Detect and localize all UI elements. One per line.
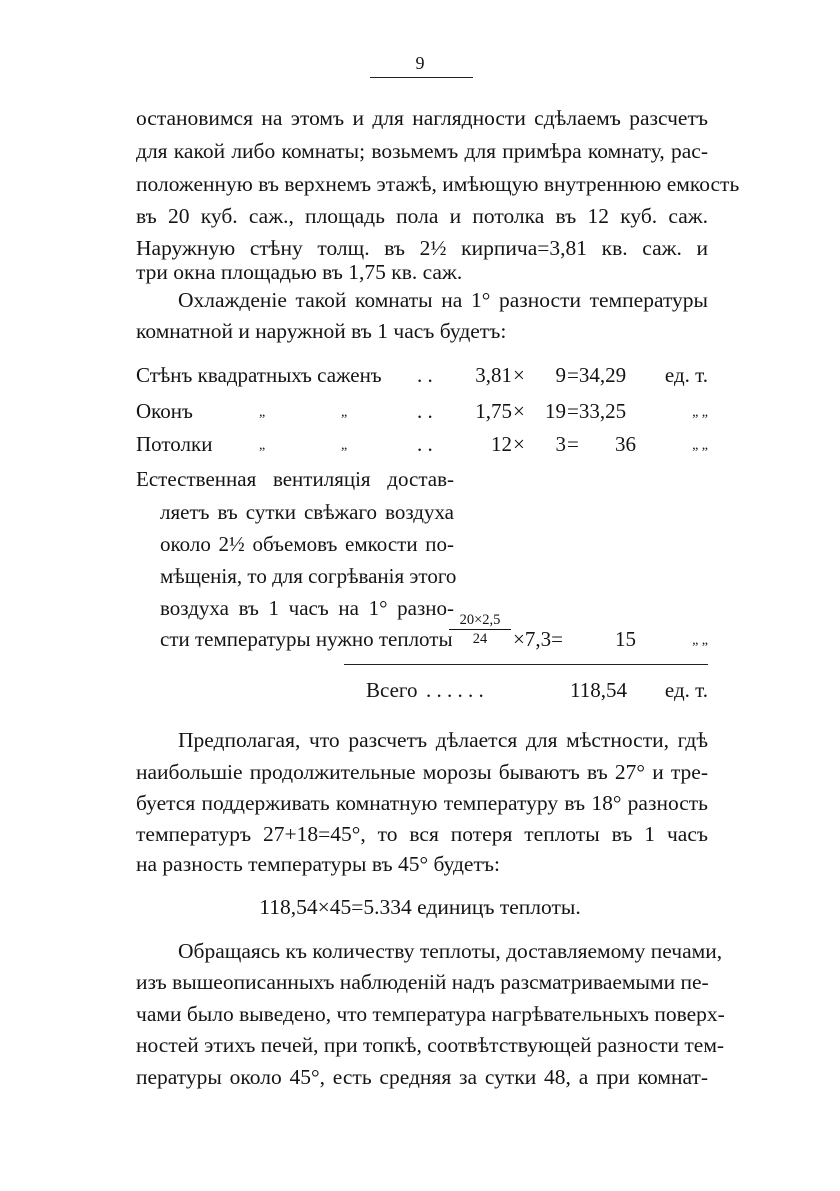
text-line: Обращаясь къ количеству теплоты, доставляемому печами, [178, 939, 723, 963]
row-result: =34,29 [567, 363, 627, 387]
text-line: остановимся на этомъ и для наглядности сдѣлаемъ разсчетъ [136, 106, 708, 130]
fraction-denominator: 24 [472, 631, 488, 647]
total-dots: . . . . . . [426, 678, 484, 702]
text-line: сти температуры нужно теплоты [160, 627, 453, 651]
row-dots: . . [417, 363, 433, 387]
ditto-mark: „ [341, 405, 348, 420]
text-line: три окна площадью въ 1,75 кв. саж. [136, 260, 463, 284]
row-factor: 9 [555, 363, 566, 387]
row-dots: . . [417, 432, 433, 456]
multiply-sign: × [513, 363, 525, 387]
ventilation-multiplier: ×7,3= [513, 627, 563, 651]
row-label: Потолки [136, 432, 213, 456]
row-result: 36 [615, 432, 636, 456]
text-line: чами было выведено, что температура нагрѣвательныхъ поверх- [136, 1002, 725, 1026]
page-number-rule [370, 77, 473, 78]
text-line: мѣщенія, то для согрѣванія этого [160, 564, 457, 588]
row-value: 1,75 [475, 399, 512, 423]
text-line: ностей этихъ печей, при топкѣ, соотвѣтствующей разности тем- [136, 1033, 725, 1057]
text-line: ляетъ въ сутки свѣжаго воздуха [160, 500, 454, 524]
text-line: буется поддерживать комнатную температуру въ 18° разность [136, 791, 708, 815]
page-number: 9 [415, 53, 425, 73]
row-equals: = [567, 432, 579, 456]
row-unit: „ „ [692, 633, 708, 648]
text-line: температуръ 27+18=45°, то вся потеря теплоты въ 1 часъ [136, 822, 708, 846]
text-line: Наружную стѣну толщ. въ 2½ кирпича=3,81 кв. саж. и [136, 236, 708, 260]
equation: 118,54×45=5.334 единицъ теплоты. [259, 895, 581, 919]
row-result: =33,25 [567, 399, 627, 423]
text-line: для какой либо комнаты; возьмемъ для примѣра комнату, рас- [136, 139, 708, 163]
row-factor: 19 [545, 399, 566, 423]
text-line: Предполагая, что разсчетъ дѣлается для мѣстности, гдѣ [178, 728, 708, 752]
row-dots: . . [417, 399, 433, 423]
ditto-mark: „ [259, 438, 266, 453]
fraction-numerator: 20×2,5 [449, 612, 511, 630]
row-unit: „ „ [692, 438, 708, 453]
row-unit: ед. т. [664, 363, 708, 387]
text-line: въ 20 куб. саж., площадь пола и потолка въ 12 куб. саж. [136, 204, 708, 228]
text-line: наибольшіе продолжительные морозы бываютъ въ 27° и тре- [136, 760, 708, 784]
multiply-sign: × [513, 432, 525, 456]
multiply-sign: × [513, 399, 525, 423]
row-label: Оконъ [136, 399, 193, 423]
text-line: на разность температуры въ 45° будетъ: [136, 852, 500, 876]
row-value: 12 [491, 432, 512, 456]
ventilation-result: 15 [615, 627, 636, 651]
ditto-mark: „ [341, 438, 348, 453]
total-unit: ед. т. [664, 678, 708, 702]
total-label: Всего [366, 678, 418, 702]
row-unit: „ „ [692, 405, 708, 420]
text-line: около 2½ объемовъ емкости по- [160, 532, 454, 556]
row-value: 3,81 [475, 363, 512, 387]
text-line: изъ вышеописанныхъ наблюденій надъ разсматриваемыми пе- [136, 970, 709, 994]
text-line: Естественная вентиляція достав- [136, 467, 454, 491]
ditto-mark: „ [259, 405, 266, 420]
volume-fraction [449, 612, 511, 647]
text-line: комнатной и наружной въ 1 часъ будетъ: [136, 319, 507, 343]
sum-rule [344, 664, 708, 665]
text-line: Охлажденіе такой комнаты на 1° разности температуры [178, 288, 708, 312]
text-line: воздуха въ 1 часъ на 1° разно- [160, 596, 454, 620]
row-factor: 3 [555, 432, 566, 456]
total-value: 118,54 [570, 678, 627, 702]
text-line: положенную въ верхнемъ этажѣ, имѣющую внутреннюю емкость [136, 172, 740, 196]
row-label: Стѣнъ квадратныхъ саженъ [136, 363, 382, 387]
text-line: пературы около 45°, есть средняя за сутки 48, а при комнат- [136, 1065, 708, 1089]
